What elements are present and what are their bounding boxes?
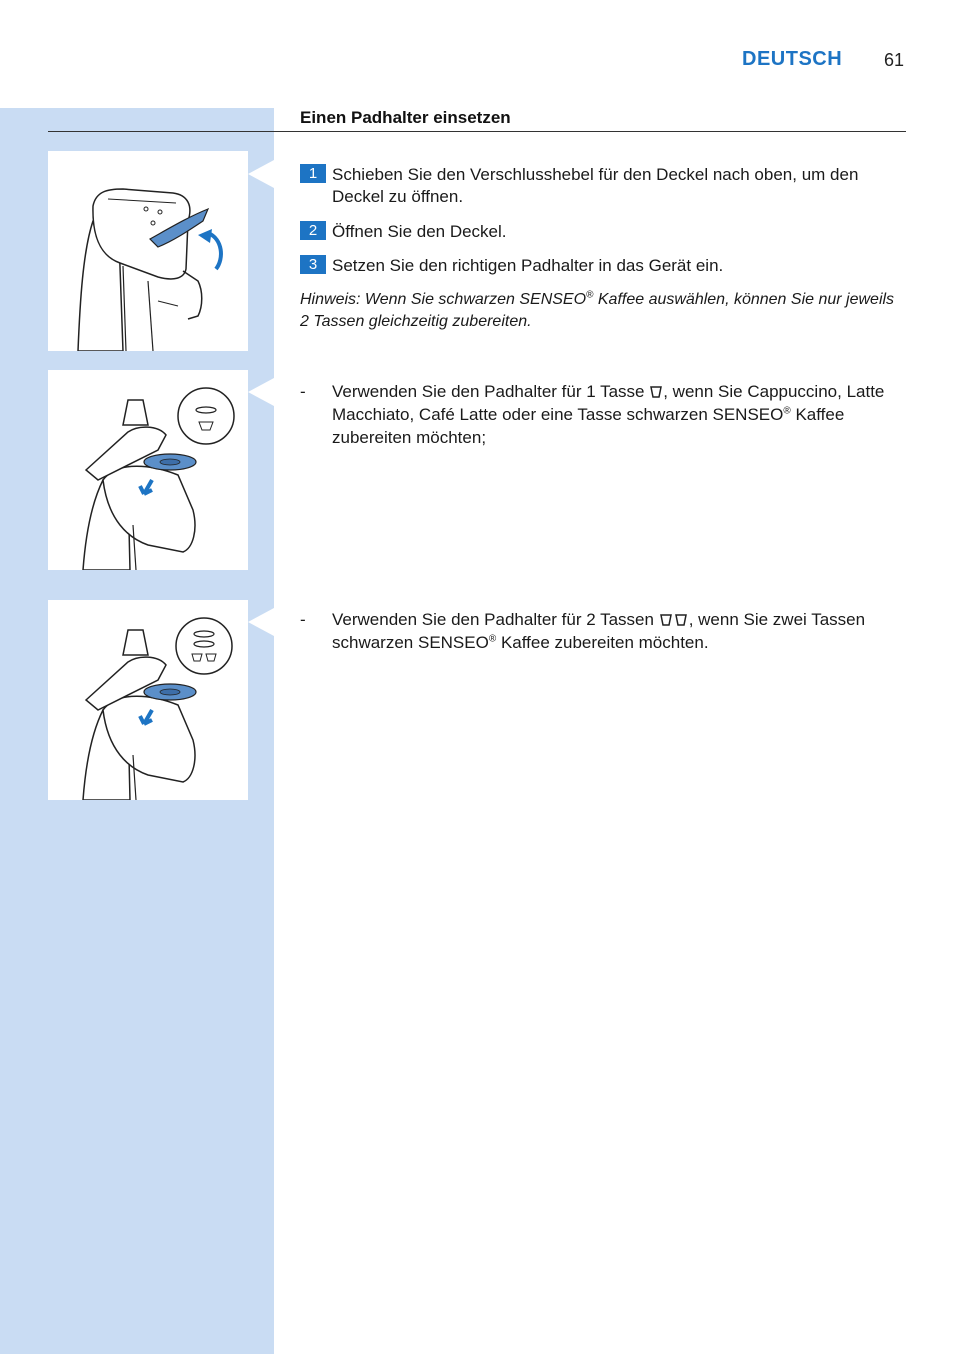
bullet-text: [300, 380, 908, 449]
two-cups-icon: [659, 613, 689, 627]
title-rule: [48, 131, 906, 132]
bullet-part: , wenn Sie zwei Tassen schwarzen SENSEO: [332, 610, 866, 652]
bullet-dash: -: [300, 610, 306, 629]
step-text: Setzen Sie den richtigen Padhalter in das Gerät ein.: [332, 256, 724, 275]
illustration-2-cup-holder: [48, 600, 248, 800]
illustration-pointer: [248, 378, 274, 406]
bullet-part: Verwenden Sie den Padhalter für 2 Tassen: [332, 610, 659, 629]
bullet-dash: -: [300, 382, 306, 401]
registered-mark: ®: [586, 289, 594, 301]
section-title: Einen Padhalter einsetzen: [300, 108, 511, 127]
machine-2cup-pad-illustration: [48, 600, 248, 800]
bullet-1-cup: [300, 380, 908, 449]
step-2: [300, 221, 906, 243]
bullet-part: Verwenden Sie den Padhalter für 1 Tasse: [332, 382, 650, 401]
step-text: Schieben Sie den Verschlusshebel für den Deckel nach oben, um den Deckel zu öffnen.: [332, 165, 859, 206]
step-3: [300, 255, 906, 277]
registered-mark: ®: [488, 633, 497, 645]
illustration-open-lid: [48, 151, 248, 351]
registered-mark: ®: [783, 405, 791, 417]
bullet-2-cups: [300, 608, 908, 654]
bullet-part: Kaffee zubereiten möchten.: [496, 633, 709, 652]
note-part: Hinweis: Wenn Sie schwarzen SENSEO: [300, 291, 587, 308]
page-number: 61: [884, 50, 905, 70]
cup-icon: [649, 385, 663, 399]
step-number-badge: 3: [300, 255, 326, 274]
step-1: [300, 164, 906, 208]
illustration-1-cup-holder: [48, 370, 248, 570]
bullet-part: , wenn Sie Cappuccino, Latte Macchiato, Café Latte oder eine Tasse schwarzen SENSEO: [332, 382, 885, 424]
machine-1cup-pad-illustration: [48, 370, 248, 570]
note-part: Kaffee auswählen, können Sie nur jeweils 2 Tassen gleichzeitig zubereiten.: [300, 291, 895, 330]
header-language: DEUTSCH: [742, 48, 843, 70]
illustration-pointer: [248, 160, 274, 188]
step-text: Öffnen Sie den Deckel.: [332, 222, 507, 241]
machine-lever-illustration: [48, 151, 248, 351]
bullet-text: [300, 608, 908, 654]
step-number-badge: 2: [300, 221, 326, 240]
step-number-badge: 1: [300, 164, 326, 183]
bullet-part: Kaffee zubereiten möchten;: [332, 405, 845, 447]
note-text: [300, 289, 900, 333]
illustration-pointer: [248, 608, 274, 636]
